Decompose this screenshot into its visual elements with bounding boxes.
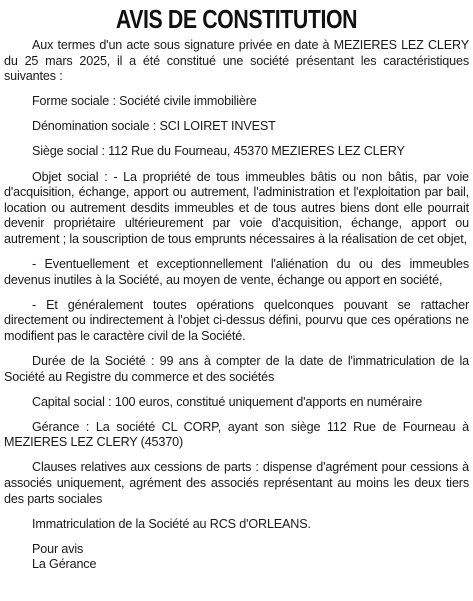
siege-social: Siège social : 112 Rue du Fourneau, 45370 MEZIERES LEZ CLERY bbox=[32, 144, 405, 159]
denomination-sociale: Dénomination sociale : SCI LOIRET INVEST bbox=[32, 119, 276, 134]
objet-social: Objet social : - La propriété de tous immeubles bâtis ou non bâtis, par voie d'acquisition, échange, apport ou autrement, l'administration et l'exploitation par bail, location ou autrement desdits immeubles et de tous autres biens dont elle pourrait devenir propriétaire ultérieurement par voie d'acquisition, échange, apport ou autrement ; la souscription de tous emprunts nécessaires à la réalisation de cet objet, bbox=[4, 169, 469, 246]
notice-body bbox=[4, 38, 469, 573]
objet-social-alienation: - Eventuellement et exceptionnellement l'aliénation du ou des immeubles devenus inutiles à la Société, au moyen de vente, échange ou apport en société, bbox=[4, 257, 469, 287]
capital-social: Capital social : 100 euros, constitué uniquement d'apports en numéraire bbox=[32, 394, 423, 409]
clauses-cessions: Clauses relatives aux cessions de parts : dispense d'agrément pour cessions à associés uniquement, agrément des associés représentant au moins les deux tiers des parts sociales bbox=[4, 460, 469, 506]
intro-paragraph: Aux termes d'un acte sous signature privée en date à MEZIERES LEZ CLERY du 25 mars 2025, il a été constitué une société présentant les caractéristiques suivantes : bbox=[4, 38, 469, 84]
gerance: Gérance : La société CL CORP, ayant son siège 112 Rue de Fourneau à MEZIERES LEZ CLERY (45370) bbox=[4, 419, 469, 450]
duree-societe: Durée de la Société : 99 ans à compter de la date de l'immatriculation de la Société au Registre du commerce et des sociétés bbox=[4, 354, 469, 384]
objet-social-general: - Et généralement toutes opérations quelconques pouvant se rattacher directement ou indirectement à l'objet ci-dessus défini, pourvu que ces opérations ne modifient pas le caractère civil de la Société. bbox=[4, 297, 469, 343]
pour-avis: Pour avis bbox=[32, 541, 84, 556]
notice-title: AVIS DE CONSTITUTION bbox=[115, 4, 358, 34]
immatriculation: Immatriculation de la Société au RCS d'ORLEANS. bbox=[32, 516, 311, 531]
forme-sociale: Forme sociale : Société civile immobilière bbox=[32, 94, 257, 109]
signature: La Gérance bbox=[32, 557, 97, 572]
